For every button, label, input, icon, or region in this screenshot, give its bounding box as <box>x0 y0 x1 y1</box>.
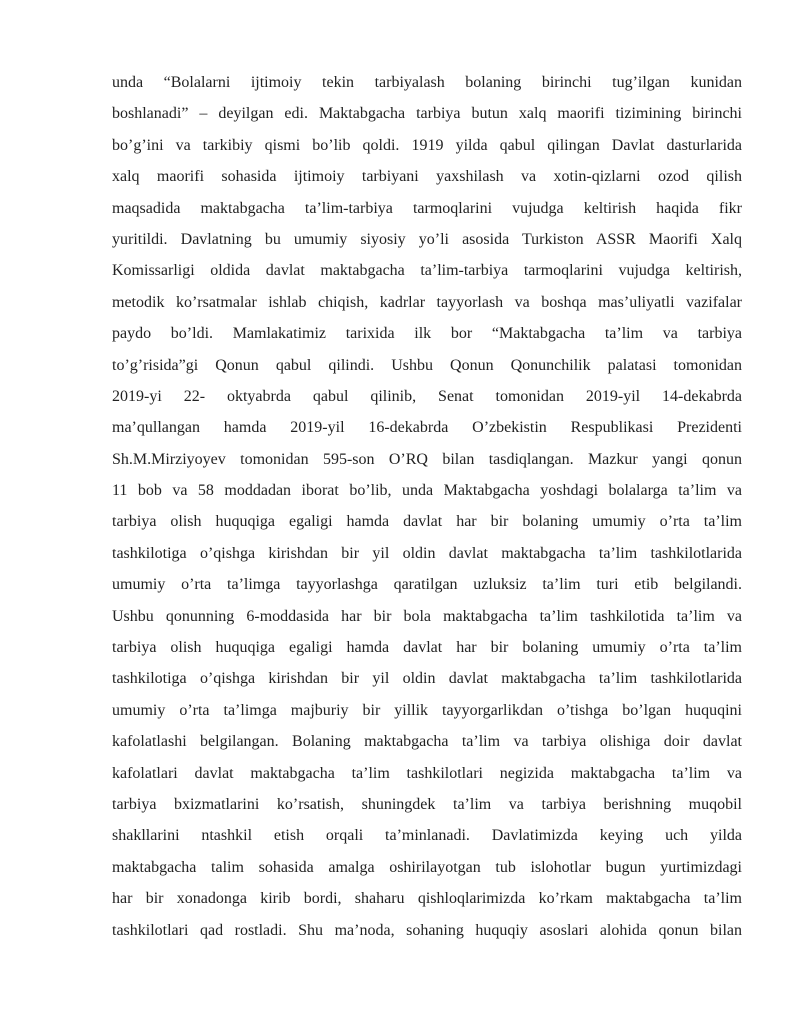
text-line: umumiy o’rta ta’limga tayyorlashga qaratilgan uzluksiz ta’lim turi etib belgilandi. <box>112 576 742 594</box>
text-line: bo’g’ini va tarkibiy qismi bo’lib qoldi. 1919 yilda qabul qilingan Davlat dasturlarida <box>112 136 742 154</box>
text-line: paydo bo’ldi. Mamlakatimiz tarixida ilk bor “Maktabgacha ta’lim va tarbiya <box>112 325 742 343</box>
text-line: metodik ko’rsatmalar ishlab chiqish, kadrlar tayyorlash va boshqa mas’uliyatli vazifalar <box>112 293 742 311</box>
text-line: ma’qullangan hamda 2019-yil 16-dekabrda O’zbekistin Respublikasi Prezidenti <box>112 419 742 437</box>
text-line: kafolatlashi belgilangan. Bolaning maktabgacha ta’lim va tarbiya olishiga doir davlat <box>112 733 742 751</box>
text-line: 11 bob va 58 moddadan iborat bo’lib, unda Maktabgacha yoshdagi bolalarga ta’lim va <box>112 482 742 500</box>
text-line: tarbiya olish huquqiga egaligi hamda davlat har bir bolaning umumiy o’rta ta’lim <box>112 639 742 657</box>
text-line: tarbiya bxizmatlarini ko’rsatish, shuningdek ta’lim va tarbiya berishning muqobil <box>112 795 742 813</box>
text-line: Ushbu qonunning 6-moddasida har bir bola maktabgacha ta’lim tashkilotida ta’lim va <box>112 607 742 625</box>
text-line: tarbiya olish huquqiga egaligi hamda davlat har bir bolaning umumiy o’rta ta’lim <box>112 513 742 531</box>
text-line: 2019-yi 22- oktyabrda qabul qilinib, Senat tomonidan 2019-yil 14-dekabrda <box>112 387 742 405</box>
text-line: unda “Bolalarni ijtimoiy tekin tarbiyalash bolaning birinchi tug’ilgan kunidan <box>112 74 742 91</box>
text-line: umumiy o’rta ta’limga majburiy bir yillik tayyorgarlikdan o’tishga bo’lgan huquqini <box>112 701 742 719</box>
text-line: xalq maorifi sohasida ijtimoiy tarbiyani yaxshilash va xotin-qizlarni ozod qilish <box>112 168 742 186</box>
text-line: har bir xonadonga kirib bordi, shaharu qishloqlarimizda ko’rkam maktabgacha ta’lim <box>112 890 742 908</box>
text-line: tashkilotiga o’qishga kirishdan bir yil oldin davlat maktabgacha ta’lim tashkilotlarida <box>112 670 742 688</box>
text-line: to’g’risida”gi Qonun qabul qilindi. Ushbu Qonun Qonunchilik palatasi tomonidan <box>112 356 742 374</box>
text-line: tashkilotiga o’qishga kirishdan bir yil oldin davlat maktabgacha ta’lim tashkilotlarida <box>112 544 742 562</box>
text-line: maqsadida maktabgacha ta’lim-tarbiya tarmoqlarini vujudga keltirish haqida fikr <box>112 199 742 217</box>
text-line: yuritildi. Davlatning bu umumiy siyosiy yo’li asosida Turkiston ASSR Maorifi Xalq <box>112 230 742 248</box>
text-line: tashkilotlari qad rostladi. Shu ma’noda, sohaning huquqiy asoslari alohida qonun bilan <box>112 921 742 939</box>
document-page <box>112 67 742 946</box>
text-line: maktabgacha talim sohasida amalga oshirilayotgan tub islohotlar bugun yurtimizdagi <box>112 858 742 876</box>
text-line: boshlanadi” – deyilgan edi. Maktabgacha tarbiya butun xalq maorifi tizimining birinchi <box>112 105 742 123</box>
text-line: shakllarini ntashkil etish orqali ta’minlanadi. Davlatimizda keying uch yilda <box>112 827 742 845</box>
text-line: Sh.M.Mirziyoyev tomonidan 595-son O’RQ bilan tasdiqlangan. Mazkur yangi qonun <box>112 450 742 468</box>
text-line: kafolatlari davlat maktabgacha ta’lim tashkilotlari negizida maktabgacha ta’lim va <box>112 764 742 782</box>
text-line: Komissarligi oldida davlat maktabgacha ta’lim-tarbiya tarmoqlarini vujudga keltirish, <box>112 262 742 280</box>
